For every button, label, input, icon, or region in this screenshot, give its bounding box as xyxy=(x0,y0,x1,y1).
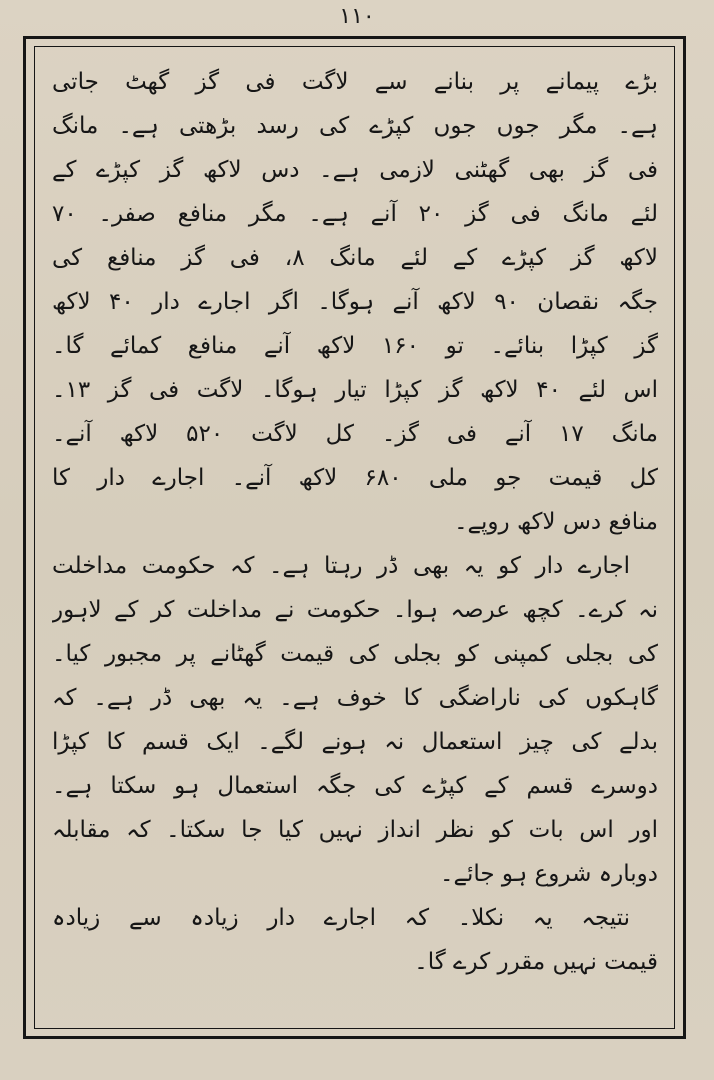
text-line-14: کی بجلی کمپنی کو بجلی کی قیمت گھٹانے پر مجبور کیا۔ xyxy=(52,641,658,667)
page-number: ١١٠ xyxy=(339,4,375,29)
text-line-3: فی گز بھی گھٹنی لازمی ہے۔ دس لاکھ گز کپڑے کے xyxy=(52,157,658,183)
text-line-6: جگہ نقصان ۹۰ لاکھ آنے ہوگا۔ اگر اجارے دار ۴۰ لاکھ xyxy=(52,289,658,315)
text-line-2: ہے۔ مگر جوں جوں کپڑے کی رسد بڑھتی ہے۔ مانگ xyxy=(52,113,658,139)
text-line-15: گاہکوں کی ناراضگی کا خوف ہے۔ یہ بھی ڈر ہے۔ کہ xyxy=(52,685,658,711)
text-line-17: دوسرے قسم کے کپڑے کی جگہ استعمال ہو سکتا ہے۔ xyxy=(52,773,658,799)
text-line-8: اس لئے ۴۰ لاکھ گز کپڑا تیار ہوگا۔ لاگت فی گز ۱۳۔ xyxy=(52,377,658,403)
text-line-13: نہ کرے۔ کچھ عرصہ ہوا۔ حکومت نے مداخلت کر کے لاہور xyxy=(52,597,658,623)
text-line-7: گز کپڑا بنائے۔ تو ۱۶۰ لاکھ آنے منافع کمائے گا۔ xyxy=(52,333,658,359)
text-line-10: کل قیمت جو ملی ۶۸۰ لاکھ آنے۔ اجارے دار کا xyxy=(52,465,658,491)
body-text xyxy=(52,60,658,1020)
text-line-4: لئے مانگ فی گز ۲۰ آنے ہے۔ مگر منافع صفر۔ ۷۰ xyxy=(52,201,658,227)
text-line-16: بدلے کی چیز استعمال نہ ہونے لگے۔ ایک قسم کا کپڑا xyxy=(52,729,658,755)
text-line-18: اور اس بات کو نظر انداز نہیں کیا جا سکتا۔ کہ مقابلہ xyxy=(52,817,658,843)
text-line-20: نتیجہ یہ نکلا۔ کہ اجارے دار زیادہ سے زیادہ xyxy=(52,905,630,931)
text-line-11: منافع دس لاکھ روپے۔ xyxy=(454,509,658,535)
text-line-21: قیمت نہیں مقرر کرے گا۔ xyxy=(414,949,658,975)
text-line-9: مانگ ۱۷ آنے فی گز۔ کل لاگت ۵۲۰ لاکھ آنے۔ xyxy=(52,421,658,447)
text-line-19: دوبارہ شروع ہو جائے۔ xyxy=(439,861,658,887)
text-line-1: بڑے پیمانے پر بنانے سے لاگت فی گز گھٹ جاتی xyxy=(52,69,658,95)
text-line-12: اجارے دار کو یہ بھی ڈر رہتا ہے۔ کہ حکومت مداخلت xyxy=(52,553,630,579)
text-line-5: لاکھ گز کپڑے کے لئے مانگ ۸، فی گز منافع کی xyxy=(52,245,658,271)
